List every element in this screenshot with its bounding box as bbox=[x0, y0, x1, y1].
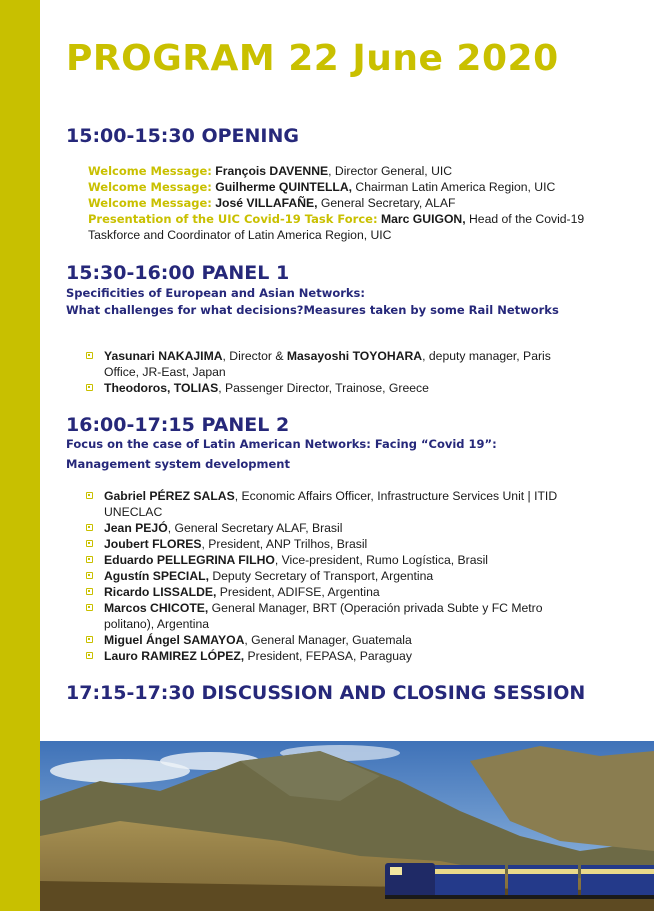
speaker-name: Jean PEJÓ bbox=[104, 521, 168, 535]
list-item bbox=[86, 648, 616, 664]
bullet-icon bbox=[86, 492, 93, 499]
list-item bbox=[86, 552, 616, 568]
presentation-label: Presentation of the UIC Covid-19 Task Force: bbox=[88, 212, 378, 226]
list-item bbox=[86, 600, 594, 632]
speaker-name: Marc GUIGON, bbox=[380, 212, 466, 226]
speaker-name: Miguel Ángel SAMAYOA bbox=[104, 633, 245, 647]
speaker-name: François DAVENNE bbox=[215, 164, 329, 178]
message-label: Welcome Message: bbox=[88, 180, 212, 194]
speaker-name: Marcos CHICOTE, bbox=[104, 601, 209, 615]
list-item bbox=[86, 536, 616, 552]
speaker-name: Masayoshi TOYOHARA bbox=[286, 349, 423, 363]
panel2-heading: 16:00-17:15 PANEL 2 bbox=[66, 414, 290, 436]
panel1-heading: 15:30-16:00 PANEL 1 bbox=[66, 262, 290, 284]
bullet-icon bbox=[86, 540, 93, 547]
speaker-role: Deputy Secretary of Transport, Argentina bbox=[208, 569, 434, 583]
speaker-role: Head of the Covid-19 Taskforce and Coordinator of Latin America Region, UIC bbox=[88, 212, 585, 242]
opening-line bbox=[88, 211, 588, 243]
speaker-name: Joubert FLORES bbox=[104, 537, 202, 551]
speaker-role: President, FEPASA, Paraguay bbox=[244, 649, 412, 663]
bullet-icon bbox=[86, 352, 93, 359]
speaker-name: Guilherme QUINTELLA, bbox=[215, 180, 353, 194]
panel1-list bbox=[86, 348, 566, 396]
sidebar-accent-bar bbox=[0, 0, 40, 911]
speaker-role: , Vice-president, Rumo Logística, Brasil bbox=[274, 553, 489, 567]
speaker-name: Yasunari NAKAJIMA bbox=[104, 349, 223, 363]
list-item bbox=[86, 584, 616, 600]
speaker-role: , Director & bbox=[222, 349, 287, 363]
bullet-icon bbox=[86, 588, 93, 595]
speaker-role: , President, ANP Trilhos, Brasil bbox=[201, 537, 368, 551]
bullet-icon bbox=[86, 604, 93, 611]
train-landscape-photo bbox=[40, 741, 654, 911]
speaker-role: , Passenger Director, Trainose, Greece bbox=[218, 381, 429, 395]
panel2-subtitle: Focus on the case of Latin American Networks: Facing “Covid 19”: bbox=[66, 437, 497, 451]
speaker-name: Lauro RAMIREZ LÓPEZ, bbox=[104, 649, 245, 663]
bullet-icon bbox=[86, 636, 93, 643]
bullet-icon bbox=[86, 652, 93, 659]
panel1-subtitle: Specificities of European and Asian Networks: bbox=[66, 286, 365, 300]
page-title: PROGRAM 22 June 2020 bbox=[66, 38, 559, 79]
panel2-list bbox=[86, 488, 616, 664]
closing-heading: 17:15-17:30 DISCUSSION AND CLOSING SESSION bbox=[66, 682, 586, 704]
list-item bbox=[86, 568, 616, 584]
speaker-role: , General Manager, Guatemala bbox=[244, 633, 412, 647]
speaker-role: General Manager, BRT (Operación privada Subte y FC Metro politano), Argentina bbox=[104, 601, 543, 631]
opening-heading: 15:00-15:30 OPENING bbox=[66, 125, 299, 147]
panel2-subtitle: Management system development bbox=[66, 457, 290, 471]
bullet-icon bbox=[86, 384, 93, 391]
speaker-name: Ricardo LISSALDE, bbox=[104, 585, 217, 599]
list-item bbox=[86, 348, 566, 380]
panel1-subtitle: What challenges for what decisions?Measures taken by some Rail Networks bbox=[66, 303, 559, 317]
speaker-name: José VILLAFAÑE, bbox=[215, 196, 318, 210]
opening-line bbox=[88, 195, 628, 211]
list-item bbox=[86, 488, 616, 520]
opening-list bbox=[88, 163, 628, 243]
message-label: Welcome Message: bbox=[88, 164, 212, 178]
opening-line bbox=[88, 163, 628, 179]
speaker-name: Gabriel PÉREZ SALAS bbox=[104, 489, 235, 503]
speaker-role: , General Secretary ALAF, Brasil bbox=[167, 521, 343, 535]
speaker-role: Chairman Latin America Region, UIC bbox=[352, 180, 556, 194]
opening-line bbox=[88, 179, 628, 195]
list-item bbox=[86, 632, 616, 648]
bullet-icon bbox=[86, 572, 93, 579]
speaker-role: , Director General, UIC bbox=[328, 164, 453, 178]
speaker-role: General Secretary, ALAF bbox=[317, 196, 456, 210]
bullet-icon bbox=[86, 524, 93, 531]
speaker-name: Agustín SPECIAL, bbox=[104, 569, 209, 583]
speaker-role: , Economic Affairs Officer, Infrastructure Services Unit | ITID UNECLAC bbox=[104, 489, 558, 519]
speaker-name: Eduardo PELLEGRINA FILHO bbox=[104, 553, 275, 567]
speaker-role: President, ADIFSE, Argentina bbox=[216, 585, 380, 599]
speaker-name: Theodoros, TOLIAS bbox=[104, 381, 219, 395]
list-item bbox=[86, 520, 616, 536]
list-item bbox=[86, 380, 566, 396]
train-icon bbox=[385, 863, 654, 899]
bullet-icon bbox=[86, 556, 93, 563]
message-label: Welcome Message: bbox=[88, 196, 212, 210]
speaker-role: , deputy manager, Paris Office, JR-East, Japan bbox=[104, 349, 551, 379]
